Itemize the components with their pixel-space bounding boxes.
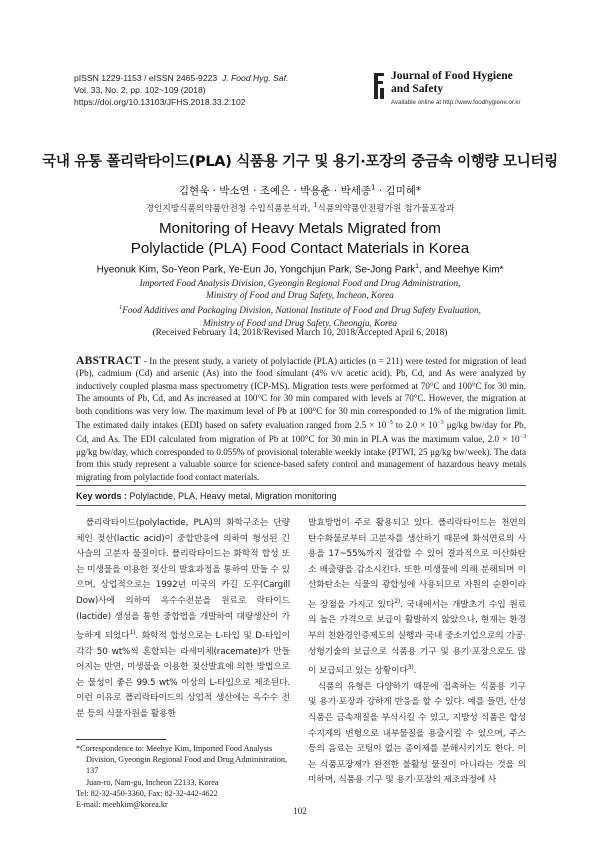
paragraph: 식품의 유형은 다양하기 때문에 접촉하는 식품용 기구 및 용기·포장과 강하게 반응을 할 수 있다. 예를 들면, 산성식품은 금속재질을 부식시킬 수 있고, 지방성 식품은 합성수지제의 변형으로 내부물질을 용출시킬 수 있으며, 주스 등의 음료는 코팅이 없는 종이제를 분해시키기도 한다. 이는 식품포장재가 완전한 불활성 물질이 아니라는 것을 의미하며, 식품용 기구 및 용기·포장의 제조과정에 사 [308, 681, 526, 786]
paragraph: 발효방법이 주로 활용되고 있다. 폴리락타이드는 천연의 탄수화물로부터 고분자를 생산하기 때문에 화석연료의 사용을 17~55%까지 절감할 수 있어 결과적으로 이산화탄소 배출량을 감소시킨다. 또한 미생물에 의해 분해되며 이산화탄소는 식물의 광합성에 사용되므로 자원의 순환이라는 장점을 가지고 있다$^{2)}$. 국내에서는 개발초기 수입 원료의 높은 가격으로 보급이 활발하지 않았으나, 현재는 환경부의 친환경인증제도의 실행과 국내 중소기업으로의 가공·성형기술의 보급으로 식품용 기구 및 용기·포장으로도 많이 보급되고 있는 상황이다$^{3)}$. [308, 518, 526, 677]
logo-title: Journal of Food Hygiene and Safety [391, 70, 513, 95]
english-affiliation: Imported Food Analysis Division, Gyeongin Regional Food and Drug Administration, Ministry of Food and Drug Safety, Incheon, Korea $^1$Food Additives and Packaging Division, National Institute of Food and Drug Safety Evaluation, Ministry of Food and Drug Safety, Cheongju, Korea [118, 279, 481, 329]
journal-abbrev: J. Food Hyg. Saf. [221, 73, 289, 83]
email-address[interactable]: E-mail: meehkim@korea.kr [76, 800, 168, 810]
issn-line: pISSN 1229-1153 / eISSN 2465-9223 J. Food Hyg. Saf. [74, 73, 289, 83]
received-dates: (Received February 14, 2018/Revised March 10, 2018/Accepted April 6, 2018) [152, 328, 448, 338]
korean-affiliation: 경인지방식품의약품안전청 수입식품분석과, $^1$식품의약품안전평가원 첨가물포장과 [145, 201, 455, 214]
journal-header [74, 72, 288, 108]
journal-logo-icon [372, 71, 386, 101]
divider-bottom [76, 505, 526, 506]
keywords-label: Key words : [76, 491, 128, 501]
korean-authors: 김현욱 · 박소연 · 조예은 · 박용춘 · 박세종$^1$ · 김미혜* [178, 183, 422, 197]
doi-link[interactable]: https://doi.org/10.13103/JFHS.2018.33.2.102 [74, 97, 246, 107]
journal-logo [372, 70, 542, 110]
english-authors: Hyeonuk Kim, So-Yeon Park, Ye-Eun Jo, Yongchjun Park, Se-Jong Park$^1$, and Meehye Kim* [96, 263, 504, 276]
body-right-column [308, 516, 526, 789]
abstract-label: ABSTRACT [76, 355, 142, 367]
korean-title: 국내 유통 폴리락타이드(PLA) 식품용 기구 및 용기·포장의 중금속 이행량 모니터링 [42, 154, 558, 170]
divider-top [76, 485, 526, 486]
body-left-column [76, 516, 290, 723]
page-number: 102 [293, 806, 307, 816]
footnote-divider [76, 739, 166, 740]
logo-subtitle[interactable]: Available online at http://www.foodhygiene.or.kr [391, 99, 521, 106]
abstract: ABSTRACT - In the present study, a variety of polylactide (PLA) articles (n = 211) were tested for migration of lead (Pb), cadmium (Cd) and arsenic (As) into the food simulant (4% v/v acetic acid). Pb, Cd, and As were analyzed by inductively coupled plasma mass spectrometry (ICP-MS). Migration tests were performed at 70°C and 100°C for 30 min. The amounts of Pb, Cd, and As increased at 100°C for 30 min compared with levels at 70°C. However, the migration at both conditions was very low. The maximum level of Pb at 100°C for 30 min corresponded to 1% of the migration limit. The estimated daily intakes (EDI) based on safety evaluation ranged from $2.5 \times 10^{-5}$ to $2.0 \times 10^{-3}$ μg/kg bw/day for Pb, Cd, and As. The EDI calculated from migration of Pb at 100°C for 30 min in PLA was the maximum value, $2.0 \times 10^{-3}$ μg/kg bw/day, which corresponded to 0.055% of provisional tolerable weekly intake (PTWI, 25 μg/kg bw/week). The data from this study represent a valuable source for science-based safety control and management of hazardous heavy metals migrating from polylactide food contact materials. [76, 355, 526, 482]
volume-line: Vol. 33, No. 2, pp. 102~109 (2018) [74, 85, 206, 95]
keywords: Key words : Polylactide, PLA, Heavy metal, Migration monitoring [76, 491, 337, 501]
paragraph: 폴리락타이드(polylactide, PLA)의 화학구조는 단량체인 젖산(lactic acid)이 중합반응에 의하여 형성된 긴 사슬의 고분자 물질이다. 폴리락타이드는 화학적 합성 또는 미생물을 이용한 젖산의 발효과정을 통하여 만들 수 있으며, 상업적으로는 1992년 미국의 카길 도우(Cargill Dow)사에 의하여 옥수수전분을 원료로 락타이드(lactide) 생성을 통한 중합법을 개발하여 대량생산이 가능하게 되었다$^{1)}$. 화학적 합성으로는 L-타입 및 D-타입이 각각 50 wt%씩 혼합되는 라세미체(racemate)가 만들어지는 반면, 미생물을 이용한 젖산발효에 의한 방법으로는 물성이 좋은 99.5 wt% 이상의 L-타입으로 제조된다. 이런 이유로 폴리락타이드의 상업적 생산에는 옥수수 전분 등의 식물자원을 활용한 [76, 518, 290, 720]
correspondence-footnote: *Correspondence to: Meehye Kim, Imported Food Analysis Division, Gyeongin Regional Food and Drug Administration, 137 Juan-ro, Nam-gu, Incheon 22133, Korea Tel: 82-32-450-3360, Fax: 82-32-442-4622 E-mail: meehkim@korea.kr [76, 743, 290, 810]
english-title: Monitoring of Heavy Metals Migrated from Polylactide (PLA) Food Contact Materials in Korea [130, 220, 470, 257]
